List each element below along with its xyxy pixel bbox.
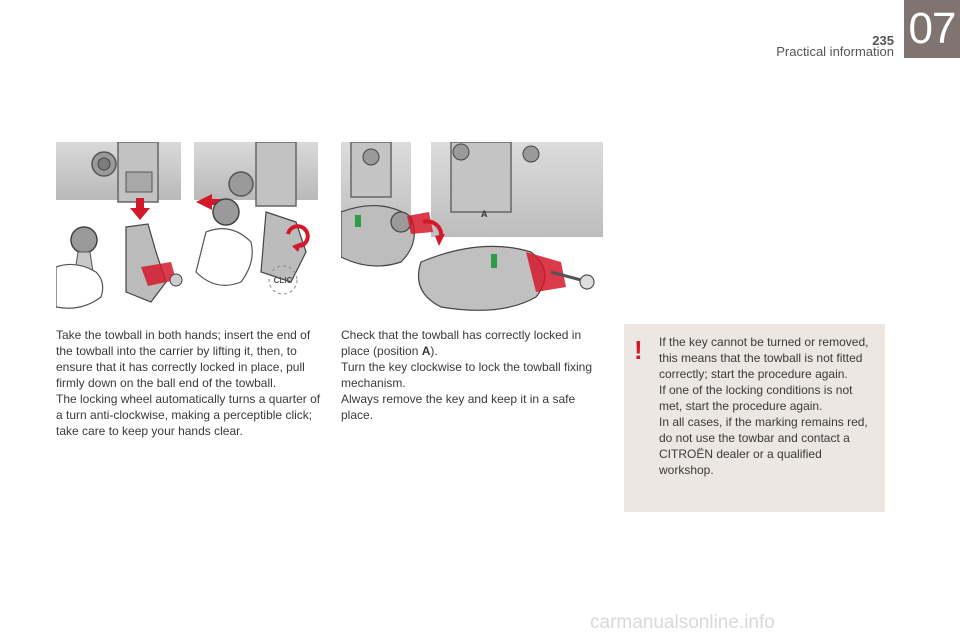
towball-key-locking-illustration: [341, 142, 603, 318]
warning-paragraph: If the key cannot be turned or removed, this means that the towball is not fitted correctly; start the procedure again.: [659, 335, 869, 381]
warning-box: [624, 324, 885, 512]
warning-text: [659, 334, 879, 478]
warning-paragraph: If one of the locking conditions is not met, start the procedure again.: [659, 383, 853, 413]
position-label: A: [481, 209, 488, 219]
instructions-column-2: [341, 327, 603, 423]
watermark: carmanualsonline.info: [590, 612, 775, 633]
check-text: Check that the towball has correctly locked in place (position: [341, 328, 582, 358]
exclamation-icon: !: [634, 335, 643, 365]
chapter-title: Practical information: [776, 44, 894, 59]
page-number: 235: [872, 33, 894, 48]
position-reference: A: [421, 344, 431, 358]
warning-paragraph: In all cases, if the marking remains red, do not use the towbar and contact a CITROËN dealer or a qualified workshop.: [659, 415, 868, 477]
instructions-column-1: [56, 327, 322, 439]
check-text-end: ).: [430, 344, 438, 358]
chapter-tab: 07: [904, 0, 960, 58]
clic-label: CLIC: [273, 276, 293, 285]
instruction-paragraph: Always remove the key and keep it in a safe place.: [341, 392, 576, 422]
instruction-paragraph: Turn the key clockwise to lock the towball fixing mechanism.: [341, 360, 592, 390]
instruction-paragraph: [341, 327, 603, 359]
towball-fitting-illustration: [56, 142, 318, 318]
instruction-paragraph: Take the towball in both hands; insert the end of the towball into the carrier by lifting it, then, to ensure that it has correctly locked in place, pull firmly down on the ball end of the towball.: [56, 328, 311, 390]
instruction-paragraph: The locking wheel automatically turns a quarter of a turn anti-clockwise, making a perceptible click; take care to keep your hands clear.: [56, 392, 321, 438]
